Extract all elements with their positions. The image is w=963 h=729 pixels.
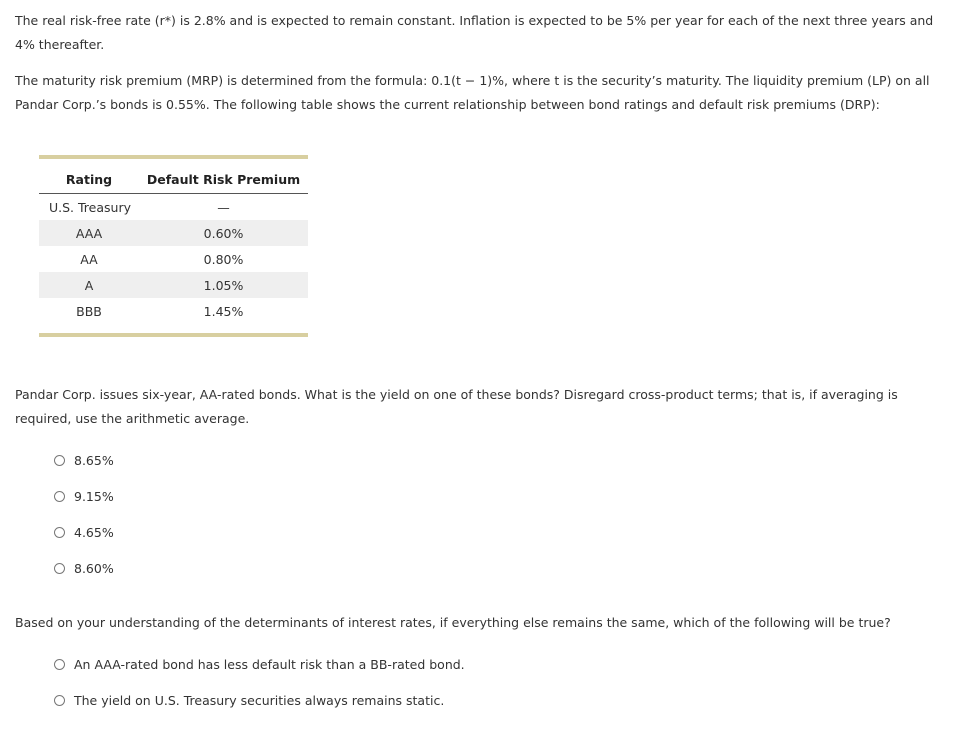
header-rating: Rating — [39, 165, 139, 194]
table-row — [39, 220, 308, 246]
question-2-text: Based on your understanding of the determinants of interest rates, if everything else remains the same, which of the following will be true? — [15, 615, 891, 630]
question-1-text: Pandar Corp. issues six-year, AA-rated bonds. What is the yield on one of these bonds? Disregard cross-product terms; that is, if averaging is required, use the arithmetic average. — [15, 387, 898, 426]
radio-button[interactable] — [54, 455, 65, 466]
option-label: The yield on U.S. Treasury securities always remains static. — [74, 693, 445, 708]
drp-cell: — — [217, 199, 230, 215]
option-label: 8.65% — [74, 453, 114, 468]
radio-button[interactable] — [54, 659, 65, 670]
drp-table — [39, 155, 308, 337]
option-label: An AAA-rated bond has less default risk than a BB-rated bond. — [74, 657, 465, 672]
q1-option-d[interactable] — [54, 561, 114, 576]
q1-option-b[interactable] — [54, 489, 114, 504]
table-row — [39, 194, 308, 221]
header-drp: Default Risk Premium — [139, 165, 308, 194]
q2-option-b[interactable] — [54, 693, 444, 708]
drp-cell: 1.45% — [203, 303, 244, 319]
radio-button[interactable] — [54, 491, 65, 502]
table-row — [39, 246, 308, 272]
table-row — [39, 298, 308, 324]
option-label: 4.65% — [74, 525, 114, 540]
rating-cell: A — [39, 272, 139, 298]
q1-option-c[interactable] — [54, 525, 114, 540]
rating-cell: BBB — [76, 303, 102, 319]
table-row — [39, 272, 308, 298]
rating-cell: AA — [80, 251, 98, 267]
option-label: 8.60% — [74, 561, 114, 576]
radio-button[interactable] — [54, 527, 65, 538]
intro-paragraph-1: The real risk-free rate (r*) is 2.8% and is expected to remain constant. Inflation is expected to be 5% per year for each of the next three years and 4% thereafter. — [15, 13, 934, 52]
q2-option-a[interactable] — [54, 657, 465, 672]
table-top-rule — [39, 155, 308, 159]
rating-cell: AAA — [39, 220, 139, 246]
intro-paragraph-2: The maturity risk premium (MRP) is determined from the formula: 0.1(t − 1)%, where t is the security’s maturity. The liquidity premium (LP) on all Pandar Corp.’s bonds is 0.55%. The following table shows the current relationship between bond ratings and default risk premiums (DRP): — [15, 73, 930, 112]
radio-button[interactable] — [54, 695, 65, 706]
drp-cell: 0.80% — [203, 251, 244, 267]
q1-option-a[interactable] — [54, 453, 114, 468]
table-bottom-rule — [39, 333, 308, 337]
drp-cell: 0.60% — [139, 220, 308, 246]
drp-cell: 1.05% — [139, 272, 308, 298]
rating-cell: U.S. Treasury — [49, 199, 131, 215]
option-label: 9.15% — [74, 489, 114, 504]
radio-button[interactable] — [54, 563, 65, 574]
